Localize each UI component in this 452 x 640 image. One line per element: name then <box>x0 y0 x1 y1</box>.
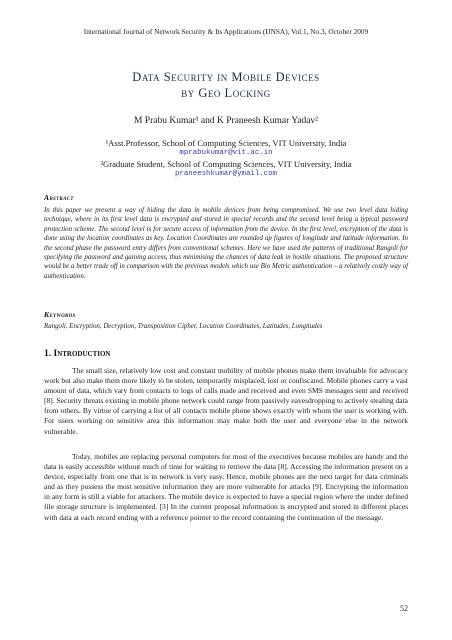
email-link-1[interactable]: mprabukumar@vit.ac.in <box>179 149 273 157</box>
abstract-heading: Abstract <box>44 193 74 202</box>
keywords-heading: Keywords <box>44 310 76 319</box>
email-link-2[interactable]: praneeshkumar@ymail.com <box>174 170 277 178</box>
keywords-body: Rangoli, Encryption, Decryption, Transposition Cipher, Location Coordinates, Latitudes, Longitudes <box>44 323 323 330</box>
intro-paragraph-1-text: The small size, relatively low cost and constant mobility of mobile phones make them invaluable for advocacy work but also make them more likely to be stolen, temporarily misplaced, lost or confiscated. Mobile phones carry a vast amount of data, which vary from contacts to logs of calls made and received and even SMS messages sent and received [8]. Security threats existing in mobile phone network could range from passively eavesdropping to actively stealing data from others. By virtue of carrying a list of all contacts mobile phone shows exactly with whom the user is working with. For users working on sensitive area this information may make both the user and everyone else in the network vulnerable. <box>44 366 408 436</box>
affiliation-1: ¹Asst.Professor, School of Computing Sciences, VIT University, India <box>105 138 347 148</box>
section-heading-introduction: 1. Introduction <box>44 349 111 359</box>
intro-paragraph-2 <box>44 452 408 523</box>
journal-header: International Journal of Network Security & Its Applications (IJNSA), Vol.1, No.3, October 2009 <box>83 27 369 36</box>
intro-paragraph-1 <box>44 366 408 437</box>
intro-paragraph-2-text: Today, mobiles are replacing personal computers for most of the executives because mobiles are handy and the data is easily accessible without much of time for waiting to retrieve the data [8]. Accessing the information present on a device, especially from one that is in network is very easy. Hence, mobile phones are the next target for data criminals and as they possess the most sensitive information they are more vulnerable for attacks [9]. Encrypting the information in any form is still a viable for attackers. The mobile device is expected to have a special region where the under defined file storage structure is implemented. [3] In the current proposal information is encrypted and stored in different places with data at each record ending with a reference pointer to the record containing the continuation of the message. <box>44 452 408 522</box>
title-line-2: by Geo Locking <box>181 86 271 100</box>
title-line-1: Data Security in Mobile Devices <box>132 70 320 84</box>
page-number: 52 <box>400 604 408 613</box>
affiliation-2: ²Graduate Student, School of Computing Sciences, VIT University, India <box>100 159 352 169</box>
paper-title <box>0 69 452 101</box>
abstract-body: In this paper we present a way of hiding the data in mobile devices from being compromised. We use two level data hiding technique, where in its first level data is encrypted and stored in special records and the second level being a typical password protection scheme. The second level is for secure access of information from the device. In the first level, encryption of the data is done using the location coordinates as key. Location Coordinates are rounded up figures of longitude and latitude information. In the second phase the password entry differs from conventional schemes. Here we have used the patterns of traditional Rangoli for specifying the password and gaining access, thus minimising the chances of data leak in hostile situations. The proposed structure would be a better trade off in comparison with the previous models which use Bio Metric authentication – a relatively costly way of authentication. <box>44 207 408 280</box>
author-list: M Prabu Kumar¹ and K Praneesh Kumar Yadav² <box>133 116 319 126</box>
